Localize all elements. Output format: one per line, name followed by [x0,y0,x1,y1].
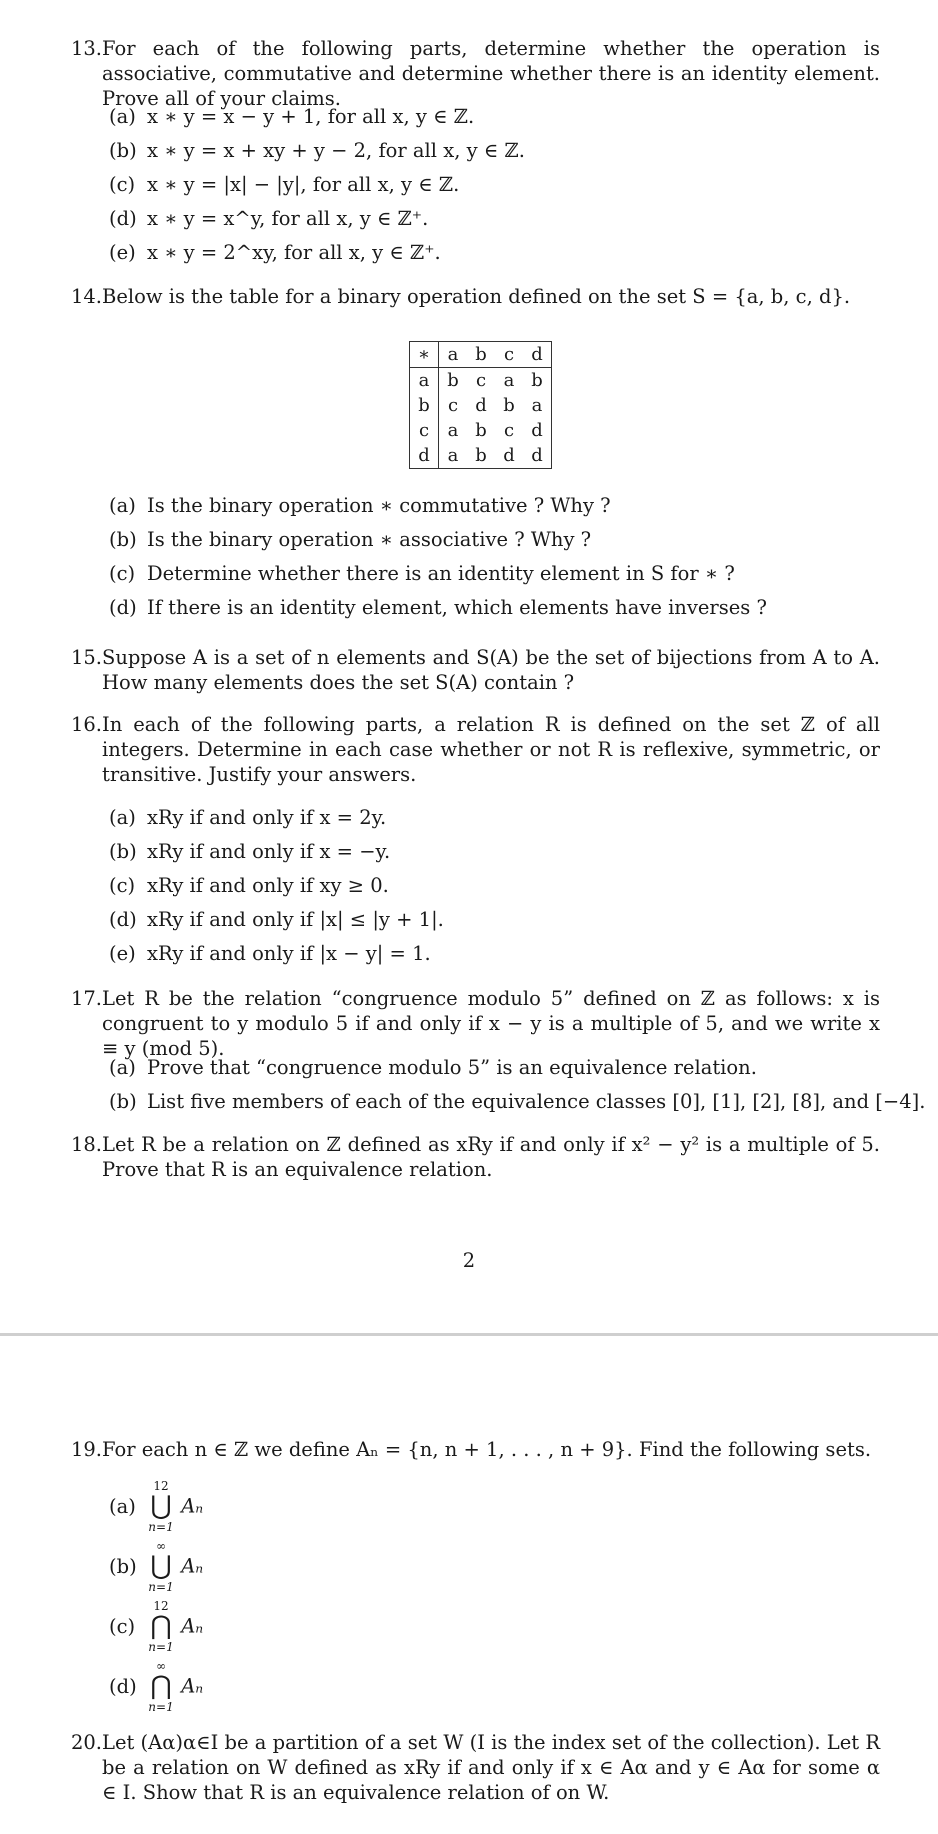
table-cell: d [531,420,543,441]
part-text: If there is an identity element, which elements have inverses ? [147,596,767,619]
part-label: (c) [109,562,136,585]
part-item [109,907,444,932]
part-label: (c) [109,1614,136,1638]
part-text: xRy if and only if xy ≥ 0. [147,874,389,897]
part-item [109,873,389,898]
part-item [109,172,459,197]
part-label: (a) [109,494,136,517]
part-label: (b) [109,840,137,863]
problem-text: For each of the following parts, determine whether the operation is associative, commutative and determine whether there is an identity element. Prove all of your claims. [102,37,880,110]
table-cell: b [531,370,543,391]
part-item [109,1600,203,1654]
part-label: (e) [109,942,136,965]
set-name: Aₙ [181,1614,204,1638]
part-label: (b) [109,139,137,162]
part-text: xRy if and only if |x| ≤ |y + 1|. [147,908,444,931]
table-cell: a [531,395,543,416]
part-item [109,104,474,129]
upper-limit: 12 [153,1479,169,1493]
table-cell: b [503,395,515,416]
table-cell: c [410,418,439,443]
part-text: Prove that “congruence modulo 5” is an equivalence relation. [147,1056,757,1079]
lower-limit: n=1 [148,1580,174,1594]
problem-number: 16. [70,713,102,736]
problem-number: 14. [70,285,102,308]
intersection-symbol [147,1660,175,1714]
table-cell: d [531,445,543,466]
part-item [109,561,735,586]
union-symbol [147,1540,175,1594]
part-item [109,839,390,864]
table-row [410,368,552,394]
table-cell: c [495,342,523,368]
part-item [109,1540,203,1594]
operator-glyph: ⋃ [150,1491,172,1521]
lower-limit: n=1 [148,1700,174,1714]
part-label: (d) [109,1674,137,1698]
table-cell: c [503,420,515,441]
part-item [109,527,591,552]
problem-17 [66,986,880,1061]
problem-text: Let R be the relation “congruence modulo 5” defined on ℤ as follows: x is congruent to y modulo 5 if and only if x − y is a multiple of 5, and we write x ≡ y (mod 5). [102,987,880,1060]
problem-number: 19. [70,1438,102,1461]
upper-limit: ∞ [156,1659,166,1673]
problem-text: Let R be a relation on ℤ defined as xRy if and only if x² − y² is a multiple of 5. Prove that R is an equivalence relation. [102,1133,880,1181]
table-cell: b [467,342,495,368]
part-text: Determine whether there is an identity element in S for ∗ ? [147,562,735,585]
part-item [109,493,611,518]
table-cell: b [475,445,487,466]
union-symbol [147,1480,175,1534]
part-label: (a) [109,806,136,829]
problem-number: 17. [70,987,102,1010]
table-row [410,418,552,443]
part-label: (c) [109,874,136,897]
set-name: Aₙ [181,1554,204,1578]
set-name: Aₙ [181,1674,204,1698]
problem-16 [66,712,880,787]
part-text: xRy if and only if x = −y. [147,840,391,863]
part-text: x ∗ y = x^y, for all x, y ∈ ℤ⁺. [147,207,429,230]
operation-table [409,341,552,469]
lower-limit: n=1 [148,1520,174,1534]
part-text: x ∗ y = |x| − |y|, for all x, y ∈ ℤ. [147,173,460,196]
part-label: (b) [109,1554,137,1578]
part-item [109,1480,203,1534]
table-cell: b [410,393,439,418]
lower-limit: n=1 [148,1640,174,1654]
table-cell: d [503,445,515,466]
table-row [410,393,552,418]
problem-text: In each of the following parts, a relation R is defined on the set ℤ of all integers. Determine in each case whether or not R is reflexive, symmetric, or transitive. Justify your answers. [102,713,880,786]
problem-text: Suppose A is a set of n elements and S(A) be the set of bijections from A to A. How many elements does the set S(A) contain ? [102,646,880,694]
problem-number: 18. [70,1133,102,1156]
problem-20 [66,1730,880,1805]
table-cell: a [410,368,439,394]
problem-14 [66,284,880,309]
operator-glyph: ⋃ [150,1551,172,1581]
table-cell: b [475,420,487,441]
part-item [109,1055,757,1080]
table-row [410,342,552,368]
intersection-symbol [147,1600,175,1654]
part-item [109,805,386,830]
table-cell: d [410,443,439,469]
part-text: Is the binary operation ∗ associative ? Why ? [147,528,592,551]
part-item [109,595,767,620]
problem-number: 15. [70,646,102,669]
part-label: (d) [109,908,137,931]
part-text: x ∗ y = x − y + 1, for all x, y ∈ ℤ. [147,105,475,128]
part-label: (e) [109,241,136,264]
part-label: (d) [109,596,137,619]
part-item [109,941,431,966]
part-item [109,206,428,231]
part-item [109,240,441,265]
part-text: x ∗ y = 2^xy, for all x, y ∈ ℤ⁺. [147,241,441,264]
part-label: (a) [109,1056,136,1079]
problem-text: Below is the table for a binary operation defined on the set S = {a, b, c, d}. [102,285,851,308]
part-label: (a) [109,1494,136,1518]
operator-glyph: ⋂ [150,1611,172,1641]
table-cell: b [447,370,459,391]
part-item [109,1089,925,1114]
page-number: 2 [462,1249,476,1272]
table-cell: a [447,445,459,466]
part-text: xRy if and only if |x − y| = 1. [147,942,431,965]
problem-number: 13. [70,37,102,60]
table-cell: d [475,395,487,416]
part-label: (b) [109,528,137,551]
part-text: List five members of each of the equivalence classes [0], [1], [2], [8], and [−4]. [147,1090,926,1113]
upper-limit: ∞ [156,1539,166,1553]
part-text: Is the binary operation ∗ commutative ? Why ? [147,494,611,517]
page-2 [0,1336,938,1834]
problem-text: For each n ∈ ℤ we define Aₙ = {n, n + 1, . . . , n + 9}. Find the following sets. [102,1438,872,1461]
problem-18 [66,1132,880,1182]
table-cell: a [447,420,459,441]
problem-15 [66,645,880,695]
table-row [410,443,552,469]
set-name: Aₙ [181,1494,204,1518]
problem-number: 20. [70,1731,102,1754]
part-text: xRy if and only if x = 2y. [147,806,387,829]
part-label: (b) [109,1090,137,1113]
table-cell: c [447,395,459,416]
problem-13 [66,36,880,111]
operator-glyph: ⋂ [150,1671,172,1701]
upper-limit: 12 [153,1599,169,1613]
table-cell: ∗ [410,342,439,368]
table-cell: c [475,370,487,391]
table-cell: a [503,370,515,391]
part-label: (d) [109,207,137,230]
table-cell: a [439,342,468,368]
part-text: x ∗ y = x + xy + y − 2, for all x, y ∈ ℤ. [147,139,525,162]
problem-text: Let (Aα)α∈I be a partition of a set W (I is the index set of the collection). Let R be a relation on W defined as xRy if and only if x ∈ Aα and y ∈ Aα for some α ∈ I. Show that R is an equivalence relation of on W. [102,1731,880,1804]
table-cell: d [523,342,552,368]
problem-19 [66,1437,880,1462]
part-label: (a) [109,105,136,128]
part-item [109,138,525,163]
part-label: (c) [109,173,136,196]
part-item [109,1660,203,1714]
